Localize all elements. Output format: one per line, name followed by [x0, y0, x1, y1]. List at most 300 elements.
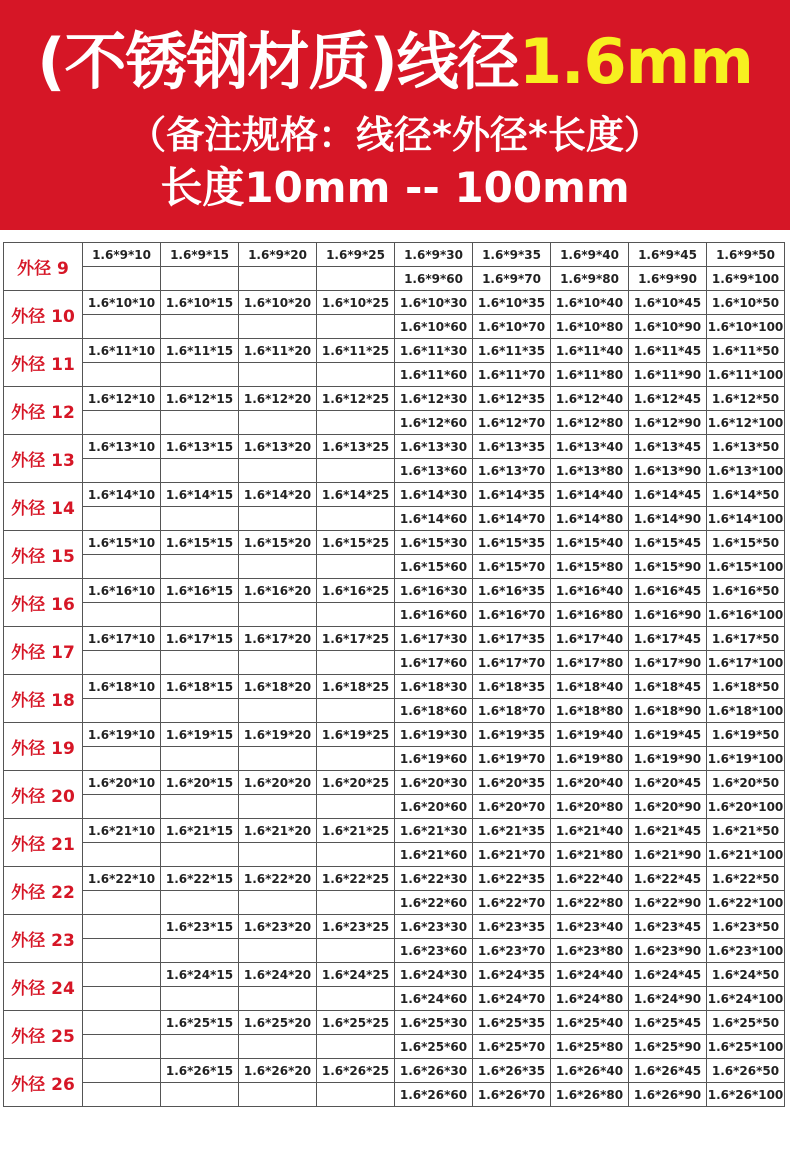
spec-cell: 1.6*14*70	[473, 507, 551, 531]
spec-cell: 1.6*10*45	[629, 291, 707, 315]
spec-cell: 1.6*23*70	[473, 939, 551, 963]
spec-cell: 1.6*17*60	[395, 651, 473, 675]
spec-cell: 1.6*16*80	[551, 603, 629, 627]
header-banner	[0, 0, 790, 230]
spec-cell: 1.6*20*45	[629, 771, 707, 795]
outer-diameter-label: 外径 18	[4, 675, 83, 723]
spec-cell: 1.6*16*70	[473, 603, 551, 627]
spec-cell: 1.6*21*70	[473, 843, 551, 867]
spec-cell: 1.6*20*100	[707, 795, 785, 819]
outer-diameter-label: 外径 11	[4, 339, 83, 387]
spec-cell	[83, 363, 161, 387]
spec-cell: 1.6*13*80	[551, 459, 629, 483]
spec-cell	[161, 411, 239, 435]
spec-cell: 1.6*19*35	[473, 723, 551, 747]
spec-cell: 1.6*21*50	[707, 819, 785, 843]
table-row	[4, 531, 785, 555]
table-row	[4, 435, 785, 459]
spec-cell: 1.6*14*20	[239, 483, 317, 507]
spec-cell	[83, 459, 161, 483]
table-row	[4, 699, 785, 723]
spec-cell: 1.6*20*80	[551, 795, 629, 819]
spec-cell	[83, 795, 161, 819]
spec-cell	[83, 939, 161, 963]
spec-cell: 1.6*13*70	[473, 459, 551, 483]
spec-cell: 1.6*19*10	[83, 723, 161, 747]
spec-cell: 1.6*22*80	[551, 891, 629, 915]
spec-cell	[317, 459, 395, 483]
spec-cell: 1.6*18*90	[629, 699, 707, 723]
outer-diameter-label: 外径 14	[4, 483, 83, 531]
spec-cell: 1.6*13*60	[395, 459, 473, 483]
spec-cell: 1.6*20*50	[707, 771, 785, 795]
spec-cell: 1.6*9*80	[551, 267, 629, 291]
spec-cell: 1.6*9*15	[161, 243, 239, 267]
spec-cell: 1.6*15*10	[83, 531, 161, 555]
spec-cell: 1.6*23*40	[551, 915, 629, 939]
spec-cell: 1.6*14*25	[317, 483, 395, 507]
spec-cell: 1.6*15*50	[707, 531, 785, 555]
spec-cell: 1.6*21*80	[551, 843, 629, 867]
table-row	[4, 891, 785, 915]
spec-cell: 1.6*16*30	[395, 579, 473, 603]
spec-cell: 1.6*22*60	[395, 891, 473, 915]
spec-cell: 1.6*20*30	[395, 771, 473, 795]
spec-cell: 1.6*16*90	[629, 603, 707, 627]
spec-cell	[83, 267, 161, 291]
spec-cell: 1.6*12*40	[551, 387, 629, 411]
spec-cell: 1.6*21*10	[83, 819, 161, 843]
spec-cell: 1.6*25*25	[317, 1011, 395, 1035]
spec-cell	[317, 1035, 395, 1059]
spec-cell	[83, 315, 161, 339]
spec-cell: 1.6*9*20	[239, 243, 317, 267]
spec-cell	[161, 987, 239, 1011]
spec-cell	[83, 603, 161, 627]
spec-cell: 1.6*22*45	[629, 867, 707, 891]
spec-cell: 1.6*18*25	[317, 675, 395, 699]
spec-cell: 1.6*22*90	[629, 891, 707, 915]
spec-cell: 1.6*26*25	[317, 1059, 395, 1083]
table-row	[4, 987, 785, 1011]
spec-cell: 1.6*11*25	[317, 339, 395, 363]
spec-cell	[83, 843, 161, 867]
spec-cell: 1.6*25*45	[629, 1011, 707, 1035]
outer-diameter-label: 外径 17	[4, 627, 83, 675]
spec-cell: 1.6*12*15	[161, 387, 239, 411]
spec-cell: 1.6*16*40	[551, 579, 629, 603]
spec-cell: 1.6*12*20	[239, 387, 317, 411]
outer-diameter-label: 外径 21	[4, 819, 83, 867]
spec-cell: 1.6*11*100	[707, 363, 785, 387]
spec-cell: 1.6*19*40	[551, 723, 629, 747]
spec-cell	[83, 1083, 161, 1107]
spec-cell: 1.6*18*70	[473, 699, 551, 723]
spec-cell: 1.6*14*90	[629, 507, 707, 531]
spec-cell: 1.6*22*40	[551, 867, 629, 891]
table-row	[4, 819, 785, 843]
spec-cell: 1.6*16*100	[707, 603, 785, 627]
spec-cell: 1.6*17*90	[629, 651, 707, 675]
spec-cell: 1.6*17*100	[707, 651, 785, 675]
spec-cell	[317, 699, 395, 723]
spec-cell	[161, 891, 239, 915]
spec-cell: 1.6*23*35	[473, 915, 551, 939]
spec-cell: 1.6*24*60	[395, 987, 473, 1011]
spec-cell	[239, 1035, 317, 1059]
spec-cell: 1.6*26*35	[473, 1059, 551, 1083]
spec-cell: 1.6*17*50	[707, 627, 785, 651]
spec-cell: 1.6*15*35	[473, 531, 551, 555]
spec-cell: 1.6*24*20	[239, 963, 317, 987]
spec-cell: 1.6*16*10	[83, 579, 161, 603]
spec-cell: 1.6*11*20	[239, 339, 317, 363]
table-row	[4, 483, 785, 507]
spec-cell: 1.6*19*100	[707, 747, 785, 771]
spec-cell: 1.6*18*45	[629, 675, 707, 699]
outer-diameter-label: 外径 16	[4, 579, 83, 627]
spec-cell: 1.6*10*60	[395, 315, 473, 339]
spec-cell	[161, 747, 239, 771]
spec-cell: 1.6*15*15	[161, 531, 239, 555]
spec-cell: 1.6*24*15	[161, 963, 239, 987]
spec-cell	[83, 507, 161, 531]
spec-cell: 1.6*14*45	[629, 483, 707, 507]
spec-cell: 1.6*21*40	[551, 819, 629, 843]
spec-cell: 1.6*20*60	[395, 795, 473, 819]
spec-cell: 1.6*14*50	[707, 483, 785, 507]
outer-diameter-label: 外径 25	[4, 1011, 83, 1059]
spec-cell: 1.6*20*35	[473, 771, 551, 795]
spec-cell	[239, 315, 317, 339]
spec-cell: 1.6*26*50	[707, 1059, 785, 1083]
spec-cell: 1.6*21*25	[317, 819, 395, 843]
spec-cell: 1.6*21*100	[707, 843, 785, 867]
outer-diameter-label: 外径 19	[4, 723, 83, 771]
spec-cell: 1.6*24*70	[473, 987, 551, 1011]
spec-cell: 1.6*14*100	[707, 507, 785, 531]
spec-note: （备注规格：线径*外径*长度）	[128, 113, 662, 157]
outer-diameter-label: 外径 22	[4, 867, 83, 915]
table-row	[4, 603, 785, 627]
spec-cell: 1.6*9*40	[551, 243, 629, 267]
spec-cell: 1.6*9*25	[317, 243, 395, 267]
spec-cell: 1.6*24*30	[395, 963, 473, 987]
spec-cell: 1.6*25*100	[707, 1035, 785, 1059]
spec-cell: 1.6*24*50	[707, 963, 785, 987]
spec-cell	[161, 939, 239, 963]
spec-cell: 1.6*24*25	[317, 963, 395, 987]
spec-cell: 1.6*14*60	[395, 507, 473, 531]
spec-cell: 1.6*12*25	[317, 387, 395, 411]
table-row	[4, 1011, 785, 1035]
spec-cell: 1.6*26*100	[707, 1083, 785, 1107]
spec-cell	[161, 363, 239, 387]
table-row	[4, 627, 785, 651]
spec-cell	[317, 603, 395, 627]
spec-cell: 1.6*14*15	[161, 483, 239, 507]
table-row	[4, 723, 785, 747]
spec-cell	[161, 603, 239, 627]
spec-cell	[161, 507, 239, 531]
spec-cell: 1.6*10*50	[707, 291, 785, 315]
table-row	[4, 795, 785, 819]
spec-cell: 1.6*19*60	[395, 747, 473, 771]
spec-cell: 1.6*18*10	[83, 675, 161, 699]
spec-cell: 1.6*16*60	[395, 603, 473, 627]
spec-cell	[161, 315, 239, 339]
spec-cell: 1.6*19*25	[317, 723, 395, 747]
spec-cell: 1.6*15*100	[707, 555, 785, 579]
table-row	[4, 363, 785, 387]
outer-diameter-label: 外径 24	[4, 963, 83, 1011]
spec-cell: 1.6*26*15	[161, 1059, 239, 1083]
spec-cell: 1.6*17*35	[473, 627, 551, 651]
spec-cell: 1.6*18*80	[551, 699, 629, 723]
spec-cell	[239, 939, 317, 963]
spec-cell: 1.6*25*80	[551, 1035, 629, 1059]
table-row	[4, 675, 785, 699]
spec-cell: 1.6*22*25	[317, 867, 395, 891]
spec-cell: 1.6*17*30	[395, 627, 473, 651]
table-row	[4, 291, 785, 315]
spec-cell: 1.6*11*35	[473, 339, 551, 363]
outer-diameter-label: 外径 10	[4, 291, 83, 339]
spec-cell: 1.6*20*90	[629, 795, 707, 819]
spec-table	[3, 242, 785, 1107]
spec-cell: 1.6*16*15	[161, 579, 239, 603]
spec-cell: 1.6*9*90	[629, 267, 707, 291]
spec-cell	[83, 1035, 161, 1059]
spec-cell: 1.6*17*40	[551, 627, 629, 651]
spec-cell: 1.6*22*20	[239, 867, 317, 891]
spec-cell: 1.6*14*35	[473, 483, 551, 507]
spec-cell	[239, 267, 317, 291]
spec-cell: 1.6*14*30	[395, 483, 473, 507]
spec-cell	[83, 1059, 161, 1083]
spec-cell: 1.6*16*50	[707, 579, 785, 603]
spec-cell	[239, 603, 317, 627]
spec-cell	[317, 795, 395, 819]
spec-cell	[83, 915, 161, 939]
spec-cell	[317, 267, 395, 291]
spec-cell: 1.6*17*10	[83, 627, 161, 651]
spec-cell: 1.6*18*60	[395, 699, 473, 723]
spec-cell	[317, 939, 395, 963]
table-row	[4, 1083, 785, 1107]
spec-cell: 1.6*11*10	[83, 339, 161, 363]
spec-cell	[239, 1083, 317, 1107]
spec-cell: 1.6*19*70	[473, 747, 551, 771]
spec-cell	[239, 747, 317, 771]
spec-cell	[239, 651, 317, 675]
spec-cell: 1.6*18*50	[707, 675, 785, 699]
spec-cell: 1.6*15*30	[395, 531, 473, 555]
spec-cell: 1.6*17*15	[161, 627, 239, 651]
spec-cell: 1.6*17*45	[629, 627, 707, 651]
spec-cell: 1.6*13*10	[83, 435, 161, 459]
spec-cell	[161, 843, 239, 867]
spec-cell: 1.6*22*15	[161, 867, 239, 891]
spec-cell: 1.6*22*100	[707, 891, 785, 915]
spec-cell: 1.6*22*30	[395, 867, 473, 891]
spec-cell: 1.6*19*15	[161, 723, 239, 747]
spec-cell: 1.6*20*70	[473, 795, 551, 819]
spec-cell: 1.6*20*15	[161, 771, 239, 795]
spec-cell	[317, 507, 395, 531]
spec-cell: 1.6*11*40	[551, 339, 629, 363]
spec-cell	[317, 363, 395, 387]
table-row	[4, 771, 785, 795]
spec-cell: 1.6*12*100	[707, 411, 785, 435]
outer-diameter-label: 外径 9	[4, 243, 83, 291]
spec-cell: 1.6*19*50	[707, 723, 785, 747]
spec-cell: 1.6*22*50	[707, 867, 785, 891]
spec-cell: 1.6*15*90	[629, 555, 707, 579]
spec-cell: 1.6*9*35	[473, 243, 551, 267]
spec-cell: 1.6*15*60	[395, 555, 473, 579]
spec-cell	[161, 651, 239, 675]
spec-cell: 1.6*16*35	[473, 579, 551, 603]
spec-cell: 1.6*12*90	[629, 411, 707, 435]
spec-cell	[83, 987, 161, 1011]
spec-cell: 1.6*23*60	[395, 939, 473, 963]
spec-cell: 1.6*13*30	[395, 435, 473, 459]
spec-cell: 1.6*22*35	[473, 867, 551, 891]
spec-cell	[239, 507, 317, 531]
table-row	[4, 1059, 785, 1083]
spec-cell: 1.6*13*20	[239, 435, 317, 459]
spec-cell	[83, 747, 161, 771]
spec-cell: 1.6*13*25	[317, 435, 395, 459]
spec-cell: 1.6*13*35	[473, 435, 551, 459]
spec-cell: 1.6*13*40	[551, 435, 629, 459]
spec-cell: 1.6*14*10	[83, 483, 161, 507]
spec-cell	[161, 795, 239, 819]
spec-cell	[83, 555, 161, 579]
spec-cell: 1.6*24*100	[707, 987, 785, 1011]
spec-cell: 1.6*19*80	[551, 747, 629, 771]
spec-cell: 1.6*17*80	[551, 651, 629, 675]
spec-cell: 1.6*10*100	[707, 315, 785, 339]
spec-cell: 1.6*12*50	[707, 387, 785, 411]
spec-cell: 1.6*10*10	[83, 291, 161, 315]
spec-cell: 1.6*10*70	[473, 315, 551, 339]
table-row	[4, 411, 785, 435]
title-wire-diameter: 1.6mm	[518, 25, 753, 98]
page-title	[0, 22, 790, 102]
spec-cell: 1.6*14*40	[551, 483, 629, 507]
spec-cell	[83, 963, 161, 987]
spec-cell	[83, 411, 161, 435]
spec-cell: 1.6*21*30	[395, 819, 473, 843]
spec-cell: 1.6*13*15	[161, 435, 239, 459]
table-row	[4, 939, 785, 963]
spec-cell: 1.6*25*60	[395, 1035, 473, 1059]
spec-cell: 1.6*17*70	[473, 651, 551, 675]
spec-cell: 1.6*24*40	[551, 963, 629, 987]
spec-cell: 1.6*21*60	[395, 843, 473, 867]
spec-cell	[239, 555, 317, 579]
spec-cell	[161, 555, 239, 579]
spec-cell: 1.6*20*25	[317, 771, 395, 795]
table-row	[4, 507, 785, 531]
spec-cell	[161, 1035, 239, 1059]
spec-cell: 1.6*15*40	[551, 531, 629, 555]
table-row	[4, 459, 785, 483]
table-row	[4, 747, 785, 771]
spec-cell: 1.6*26*70	[473, 1083, 551, 1107]
table-row	[4, 579, 785, 603]
spec-cell: 1.6*23*20	[239, 915, 317, 939]
spec-cell: 1.6*11*80	[551, 363, 629, 387]
spec-cell: 1.6*12*35	[473, 387, 551, 411]
spec-cell	[161, 1083, 239, 1107]
table-row	[4, 1035, 785, 1059]
spec-cell: 1.6*15*45	[629, 531, 707, 555]
spec-cell	[239, 363, 317, 387]
spec-cell: 1.6*15*70	[473, 555, 551, 579]
spec-cell: 1.6*10*40	[551, 291, 629, 315]
outer-diameter-label: 外径 20	[4, 771, 83, 819]
outer-diameter-label: 外径 26	[4, 1059, 83, 1107]
spec-cell	[239, 795, 317, 819]
outer-diameter-label: 外径 13	[4, 435, 83, 483]
spec-cell: 1.6*23*80	[551, 939, 629, 963]
spec-cell	[161, 459, 239, 483]
spec-cell: 1.6*18*30	[395, 675, 473, 699]
spec-cell: 1.6*21*20	[239, 819, 317, 843]
spec-cell: 1.6*16*20	[239, 579, 317, 603]
spec-cell: 1.6*20*20	[239, 771, 317, 795]
spec-cell: 1.6*9*60	[395, 267, 473, 291]
spec-cell	[317, 891, 395, 915]
spec-cell: 1.6*25*90	[629, 1035, 707, 1059]
spec-cell: 1.6*9*100	[707, 267, 785, 291]
spec-cell: 1.6*11*70	[473, 363, 551, 387]
spec-cell: 1.6*25*35	[473, 1011, 551, 1035]
spec-cell: 1.6*10*25	[317, 291, 395, 315]
spec-cell: 1.6*26*60	[395, 1083, 473, 1107]
spec-cell: 1.6*26*40	[551, 1059, 629, 1083]
spec-cell: 1.6*19*30	[395, 723, 473, 747]
spec-cell: 1.6*13*45	[629, 435, 707, 459]
spec-cell: 1.6*19*20	[239, 723, 317, 747]
spec-cell: 1.6*18*40	[551, 675, 629, 699]
spec-cell: 1.6*10*15	[161, 291, 239, 315]
spec-cell: 1.6*24*45	[629, 963, 707, 987]
spec-cell: 1.6*26*90	[629, 1083, 707, 1107]
spec-cell: 1.6*15*80	[551, 555, 629, 579]
outer-diameter-label: 外径 12	[4, 387, 83, 435]
spec-cell: 1.6*26*80	[551, 1083, 629, 1107]
spec-cell: 1.6*21*90	[629, 843, 707, 867]
spec-cell	[83, 651, 161, 675]
spec-cell: 1.6*12*30	[395, 387, 473, 411]
spec-cell: 1.6*25*40	[551, 1011, 629, 1035]
spec-cell: 1.6*10*90	[629, 315, 707, 339]
spec-cell: 1.6*26*30	[395, 1059, 473, 1083]
spec-cell: 1.6*23*100	[707, 939, 785, 963]
spec-cell: 1.6*10*20	[239, 291, 317, 315]
outer-diameter-label: 外径 15	[4, 531, 83, 579]
spec-cell	[239, 459, 317, 483]
spec-cell	[317, 843, 395, 867]
spec-cell: 1.6*24*80	[551, 987, 629, 1011]
spec-cell: 1.6*25*30	[395, 1011, 473, 1035]
spec-cell: 1.6*21*45	[629, 819, 707, 843]
spec-cell: 1.6*12*45	[629, 387, 707, 411]
